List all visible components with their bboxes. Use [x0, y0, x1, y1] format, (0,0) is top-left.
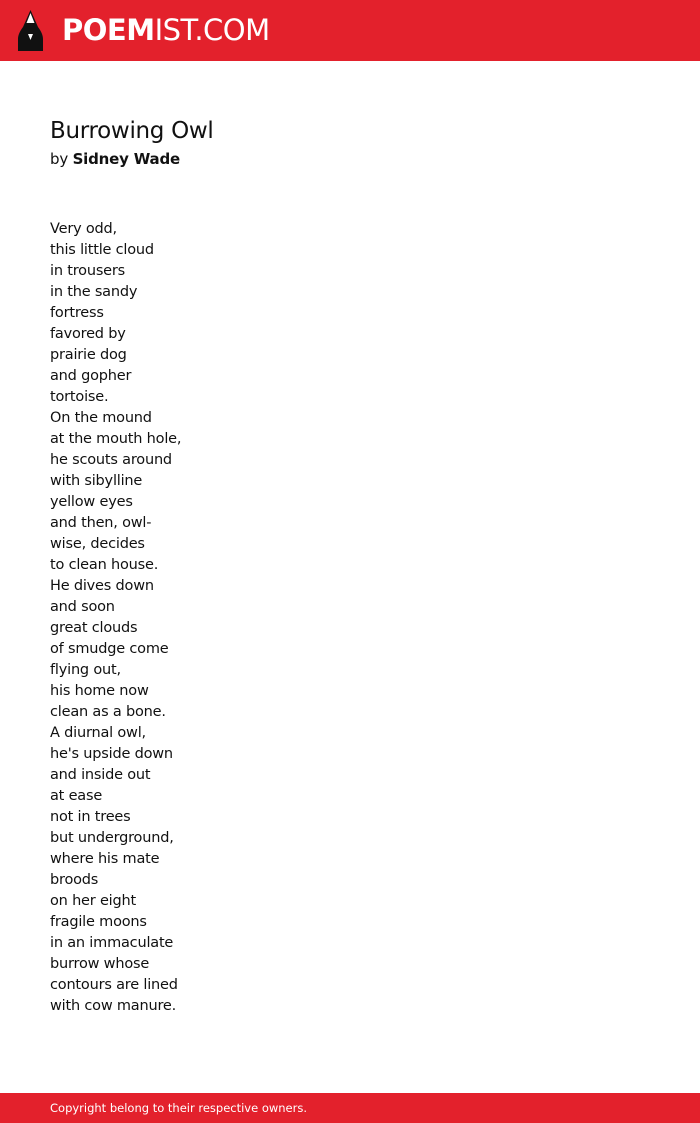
poem-line: on her eight	[50, 893, 136, 909]
poem-line: and then, owl-	[50, 515, 152, 531]
poem-line: his home now	[50, 683, 149, 699]
poem-line: and inside out	[50, 767, 151, 783]
poem-line: of smudge come	[50, 641, 169, 657]
poem-line: he scouts around	[50, 452, 172, 468]
poem-line: not in trees	[50, 809, 131, 825]
poem-line: contours are lined	[50, 977, 178, 993]
poem-line: yellow eyes	[50, 494, 133, 510]
poem-title: Burrowing Owl	[50, 118, 214, 144]
poem-line: great clouds	[50, 620, 138, 636]
poem-line: and gopher	[50, 368, 132, 384]
pencil-tip-icon[interactable]	[18, 10, 43, 51]
copyright-text: Copyright belong to their respective owners.	[50, 1101, 308, 1115]
poem-line: this little cloud	[50, 242, 154, 258]
poem-line: A diurnal owl,	[50, 725, 146, 741]
by-label: by	[50, 150, 68, 168]
poem-line: and soon	[50, 599, 115, 615]
poem-line: Very odd,	[50, 221, 117, 237]
poem-line: with sibylline	[50, 473, 143, 489]
poem-line: where his mate	[50, 851, 160, 867]
logo-text-bold: POEM	[62, 13, 155, 47]
poem-line: clean as a bone.	[50, 704, 166, 720]
logo-text-light: IST.COM	[154, 13, 270, 47]
poem-line: fragile moons	[50, 914, 147, 930]
poem-line: fortress	[50, 305, 104, 321]
poem-line: wise, decides	[50, 536, 145, 552]
poem-line: at ease	[50, 788, 103, 804]
poem-line: tortoise.	[50, 389, 109, 405]
poem-line: favored by	[50, 326, 126, 342]
poem-line: in trousers	[50, 263, 126, 279]
poem-body	[50, 219, 181, 1017]
poem-line: broods	[50, 872, 99, 888]
site-header	[0, 0, 700, 61]
poem-line: in an immaculate	[50, 935, 174, 951]
poem-line: burrow whose	[50, 956, 150, 972]
site-logo[interactable]	[62, 12, 270, 48]
poem-line: to clean house.	[50, 557, 159, 573]
poem-line: with cow manure.	[50, 998, 177, 1014]
author-name: Sidney Wade	[72, 150, 180, 168]
site-footer	[0, 1093, 700, 1123]
poem-line: in the sandy	[50, 284, 138, 300]
byline	[50, 149, 180, 169]
poem-line: but underground,	[50, 830, 174, 846]
poem-line: flying out,	[50, 662, 121, 678]
poem-line: He dives down	[50, 578, 154, 594]
poem-line: he's upside down	[50, 746, 173, 762]
poem-line: at the mouth hole,	[50, 431, 182, 447]
poem-line: prairie dog	[50, 347, 127, 363]
poem-line: On the mound	[50, 410, 152, 426]
